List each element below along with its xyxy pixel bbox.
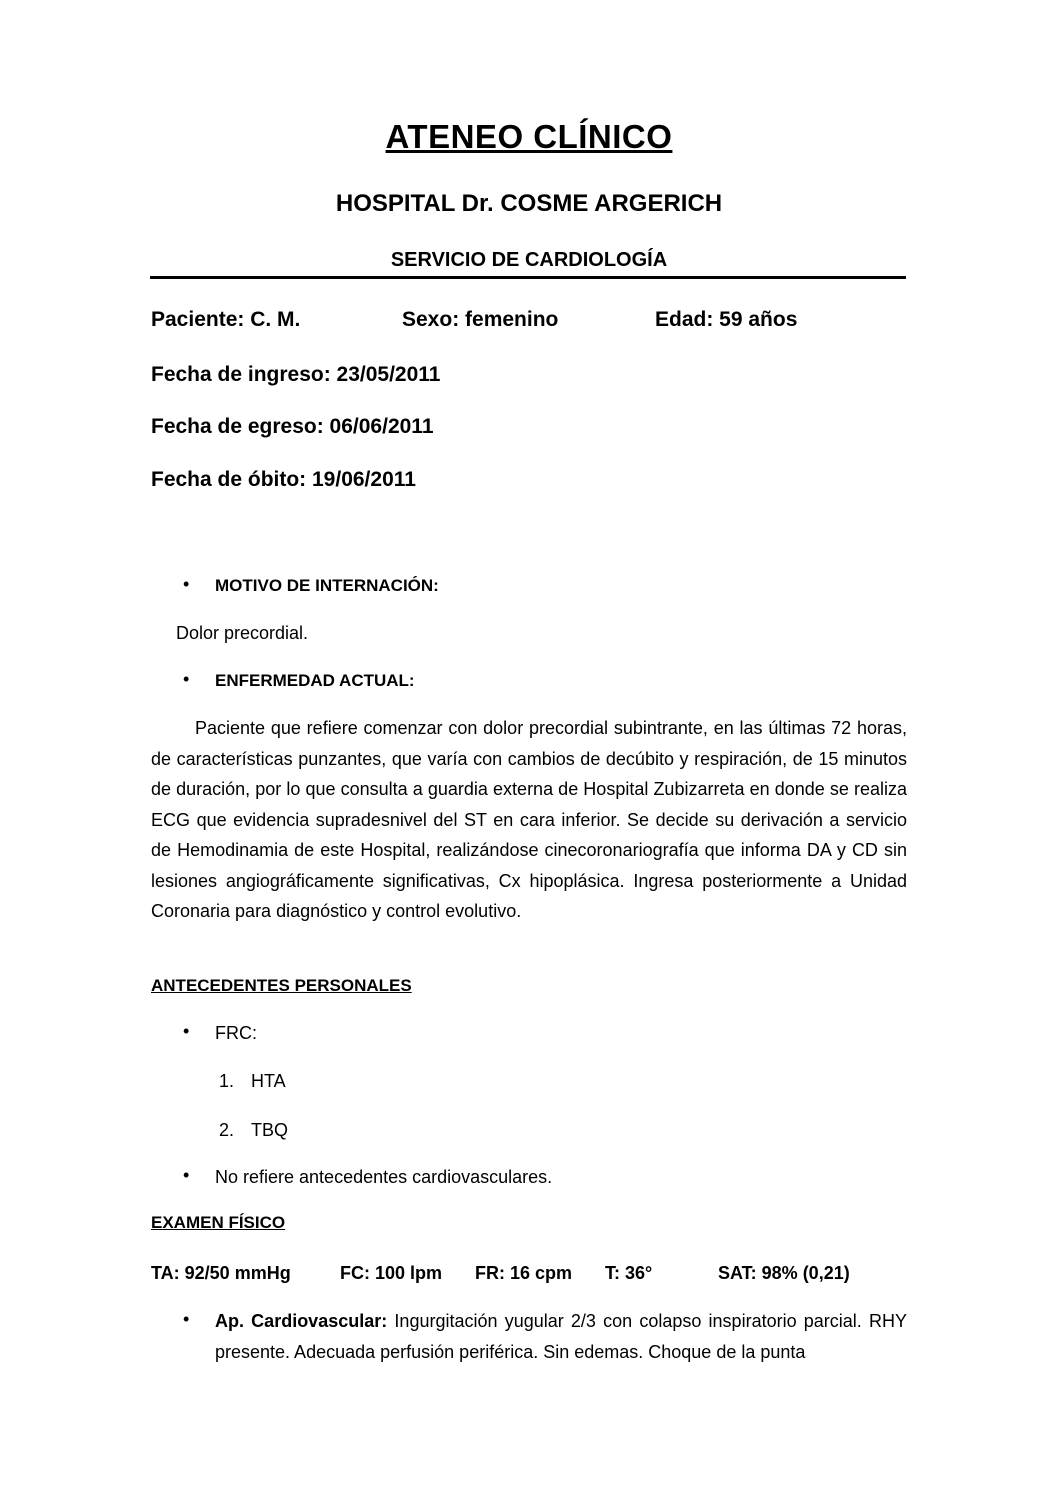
list-item: TBQ: [251, 1120, 289, 1140]
enfermedad-paragraph: Paciente que refiere comenzar con dolor precordial subintrante, en las últimas 72 horas, de características punzantes, que varía con cambios de decúbito y respiración, de 15 minutos de duración, por lo que consulta a guardia externa de Hospital Zubizarreta en donde se realiza ECG que evidencia supradesnivel del ST en cara inferior. Se decide su derivación a servicio de Hemodinamia de este Hospital, realizándose cinecoronariografía que informa DA y CD sin lesiones angiográficamente significativas, Cx hipoplásica. Ingresa posteriormente a Unidad Coronaria para diagnóstico y control evolutivo.: [151, 718, 907, 921]
vital-fc: FC: 100 lpm: [340, 1263, 443, 1283]
bullet-icon: •: [183, 574, 190, 594]
bullet-icon: •: [183, 1309, 190, 1329]
patient-name: Paciente: C. M.: [151, 308, 301, 331]
list-item: HTA: [251, 1071, 286, 1091]
vital-temperature: T: 36°: [605, 1263, 653, 1283]
vital-ta: TA: 92/50 mmHg: [151, 1263, 291, 1283]
cardio-label: Ap. Cardiovascular:: [215, 1311, 388, 1331]
header-divider: [150, 276, 906, 279]
antecedentes-other: No refiere antecedentes cardiovasculares.: [215, 1167, 553, 1187]
enfermedad-heading: ENFERMEDAD ACTUAL:: [215, 671, 415, 690]
bullet-icon: •: [183, 1021, 190, 1041]
document-title: ATENEO CLÍNICO: [385, 118, 673, 155]
motivo-heading: MOTIVO DE INTERNACIÓN:: [215, 576, 439, 595]
vital-saturation: SAT: 98% (0,21): [718, 1263, 850, 1283]
vital-fr: FR: 16 cpm: [475, 1263, 573, 1283]
bullet-icon: •: [183, 669, 190, 689]
admission-date: Fecha de ingreso: 23/05/2011: [151, 363, 441, 386]
death-date: Fecha de óbito: 19/06/2011: [151, 468, 416, 491]
service-name: SERVICIO DE CARDIOLOGÍA: [390, 249, 668, 271]
bullet-icon: •: [183, 1165, 190, 1185]
list-item-number: 2.: [219, 1120, 235, 1140]
patient-sex: Sexo: femenino: [402, 308, 559, 331]
motivo-text: Dolor precordial.: [176, 623, 309, 643]
hospital-name: HOSPITAL Dr. COSME ARGERICH: [335, 190, 723, 217]
frc-label: FRC:: [215, 1023, 257, 1043]
patient-age: Edad: 59 años: [655, 308, 798, 331]
cardio-text: Ingurgitación yugular 2/3 con colapso inspiratorio parcial. RHY presente. Adecuada perfusión periférica. Sin edemas. Choque de la punta: [215, 1311, 907, 1362]
examen-heading: EXAMEN FÍSICO: [151, 1213, 286, 1232]
discharge-date: Fecha de egreso: 06/06/2011: [151, 415, 434, 438]
cardio-paragraph: [215, 1306, 907, 1367]
list-item-number: 1.: [219, 1071, 235, 1091]
antecedentes-heading: ANTECEDENTES PERSONALES: [151, 976, 412, 995]
